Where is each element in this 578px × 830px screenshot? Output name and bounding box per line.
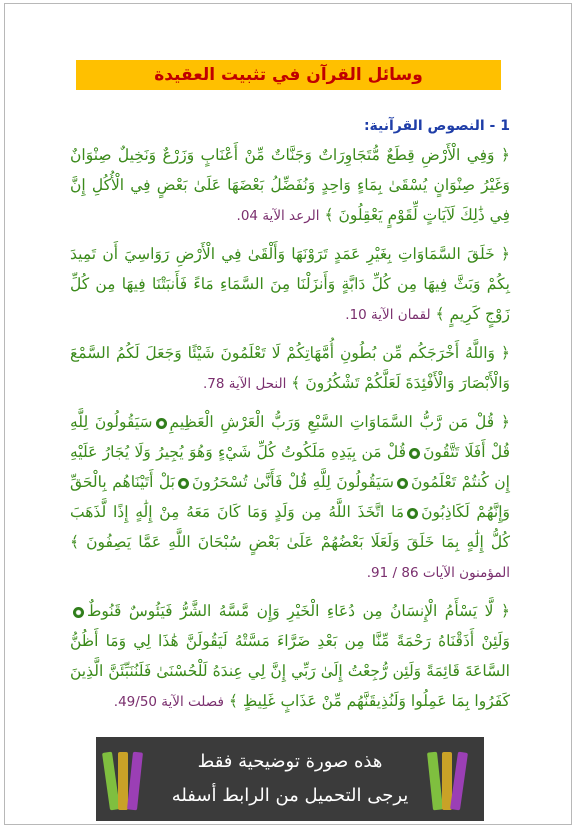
open-bracket: ﴿	[500, 245, 510, 263]
verse-text: وَاللَّهُ أَخْرَجَكُم مِّن بُطُونِ أُمَّهَاتِكُمْ لَا تَعْلَمُونَ شَيْئًا وَجَعَلَ لَكُمُ السَّمْعَ وَالْأَبْصَارَ وَالْأَفْئِدَةَ لَعَلَّكُمْ تَشْكُرُونَ	[70, 344, 510, 392]
verse-reference: فصلت الآية 49/50.	[113, 694, 224, 710]
ayah-separator-icon	[178, 478, 189, 489]
verse-text: قُلْ مَن رَّبُّ السَّمَاوَاتِ السَّبْعِ وَرَبُّ الْعَرْشِ الْعَظِيمِ	[169, 413, 495, 431]
verse-reference: المؤمنون الآيات 86 / 91.	[366, 565, 510, 581]
download-notice-line2: يرجى التحميل من الرابط أسفله	[171, 785, 409, 806]
verse-list	[70, 140, 510, 717]
verse-text: وَفِي الْأَرْضِ قِطَعٌ مُّتَجَاوِرَاتٌ وَجَنَّاتٌ مِّنْ أَعْنَابٍ وَزَرْعٌ وَنَخِيلٌ صِنْوَانٌ وَغَيْرُ صِنْوَانٍ يُسْقَىٰ بِمَاءٍ وَاحِدٍ وَنُفَضِّلُ بَعْضَهَا عَلَىٰ بَعْضٍ فِي الْأُكُلِ إِنَّ فِي ذَٰلِكَ لَآيَاتٍ لِّقَوْمٍ يَعْقِلُونَ	[70, 146, 510, 224]
download-notice-text	[152, 745, 428, 813]
open-bracket: ﴿	[500, 602, 510, 620]
ayah-separator-icon	[407, 508, 418, 519]
close-bracket: ﴾	[70, 533, 80, 551]
book-stack-icon	[428, 744, 476, 814]
verse-reference: الرعد الآية 04.	[236, 208, 320, 224]
open-bracket: ﴿	[500, 413, 510, 431]
page-title-text: وسائل القرآن في تثبيت العقيدة	[154, 65, 423, 85]
ayah-separator-icon	[73, 607, 84, 618]
verse-block	[70, 596, 510, 717]
close-bracket: ﴾	[324, 206, 334, 224]
ayah-separator-icon	[409, 448, 420, 459]
download-notice-line1: هذه صورة توضيحية فقط	[197, 751, 383, 772]
verse-text: خَلَقَ السَّمَاوَاتِ بِغَيْرِ عَمَدٍ تَرَوْنَهَا وَأَلْقَىٰ فِي الْأَرْضِ رَوَاسِيَ أَن تَمِيدَ بِكُمْ وَبَثَّ فِيهَا مِن كُلِّ دَابَّةٍ وَأَنزَلْنَا مِنَ السَّمَاءِ مَاءً فَأَنبَتْنَا فِيهَا مِن كُلِّ زَوْجٍ كَرِيمٍ	[70, 245, 510, 323]
verse-text: مَا اتَّخَذَ اللَّهُ مِن وَلَدٍ وَمَا كَانَ مَعَهُ مِنْ إِلَٰهٍ إِذًا لَّذَهَبَ كُلُّ إِلَٰهٍ بِمَا خَلَقَ وَلَعَلَا بَعْضُهُمْ عَلَىٰ بَعْضٍ سُبْحَانَ اللَّهِ عَمَّا يَصِفُونَ	[70, 503, 510, 551]
verse-block	[70, 140, 510, 231]
close-bracket: ﴾	[228, 692, 238, 710]
close-bracket: ﴾	[435, 305, 445, 323]
book-stack-icon	[104, 744, 152, 814]
verse-reference: النحل الآية 78.	[202, 376, 287, 392]
verse-text: قُلْ مَن بِيَدِهِ مَلَكُوتُ كُلِّ شَيْءٍ وَهُوَ يُجِيرُ وَلَا يُجَارُ عَلَيْهِ إِن كُنتُمْ تَعْلَمُونَ	[70, 443, 510, 491]
verse-reference: لقمان الآية 10.	[345, 307, 431, 323]
verse-block	[70, 338, 510, 399]
document-body	[70, 118, 510, 725]
verse-text: سَيَقُولُونَ لِلَّهِ قُلْ فَأَنَّىٰ تُسْحَرُونَ	[191, 473, 394, 491]
verse-text: سَيَقُولُونَ لِلَّهِ قُلْ أَفَلَا تَتَّقُونَ	[70, 413, 510, 461]
page-title	[76, 60, 501, 90]
verse-text: بَلْ أَتَيْنَاهُم بِالْحَقِّ وَإِنَّهُمْ لَكَاذِبُونَ	[70, 473, 510, 521]
verse-block	[70, 407, 510, 588]
verse-text: وَلَئِنْ أَذَقْنَاهُ رَحْمَةً مِّنَّا مِن بَعْدِ ضَرَّاءَ مَسَّتْهُ لَيَقُولَنَّ هَٰذَا لِي وَمَا أَظُنُّ السَّاعَةَ قَائِمَةً وَلَئِن رُّجِعْتُ إِلَىٰ رَبِّي إِنَّ لِي عِندَهُ لَلْحُسْنَىٰ فَلَنُنَبِّئَنَّ الَّذِينَ كَفَرُوا بِمَا عَمِلُوا وَلَنُذِيقَنَّهُم مِّنْ عَذَابٍ غَلِيظٍ	[70, 632, 510, 710]
open-bracket: ﴿	[500, 146, 510, 164]
verse-text: لَّا يَسْأَمُ الْإِنسَانُ مِن دُعَاءِ الْخَيْرِ وَإِن مَّسَّهُ الشَّرُّ فَيَئُوسٌ قَنُوطٌ	[87, 602, 494, 620]
section-heading: 1 - النصوص القرآنية:	[363, 118, 510, 134]
ayah-separator-icon	[397, 478, 408, 489]
verse-block	[70, 239, 510, 330]
ayah-separator-icon	[156, 418, 167, 429]
open-bracket: ﴿	[500, 344, 510, 362]
download-notice-banner	[96, 737, 484, 821]
close-bracket: ﴾	[291, 374, 301, 392]
